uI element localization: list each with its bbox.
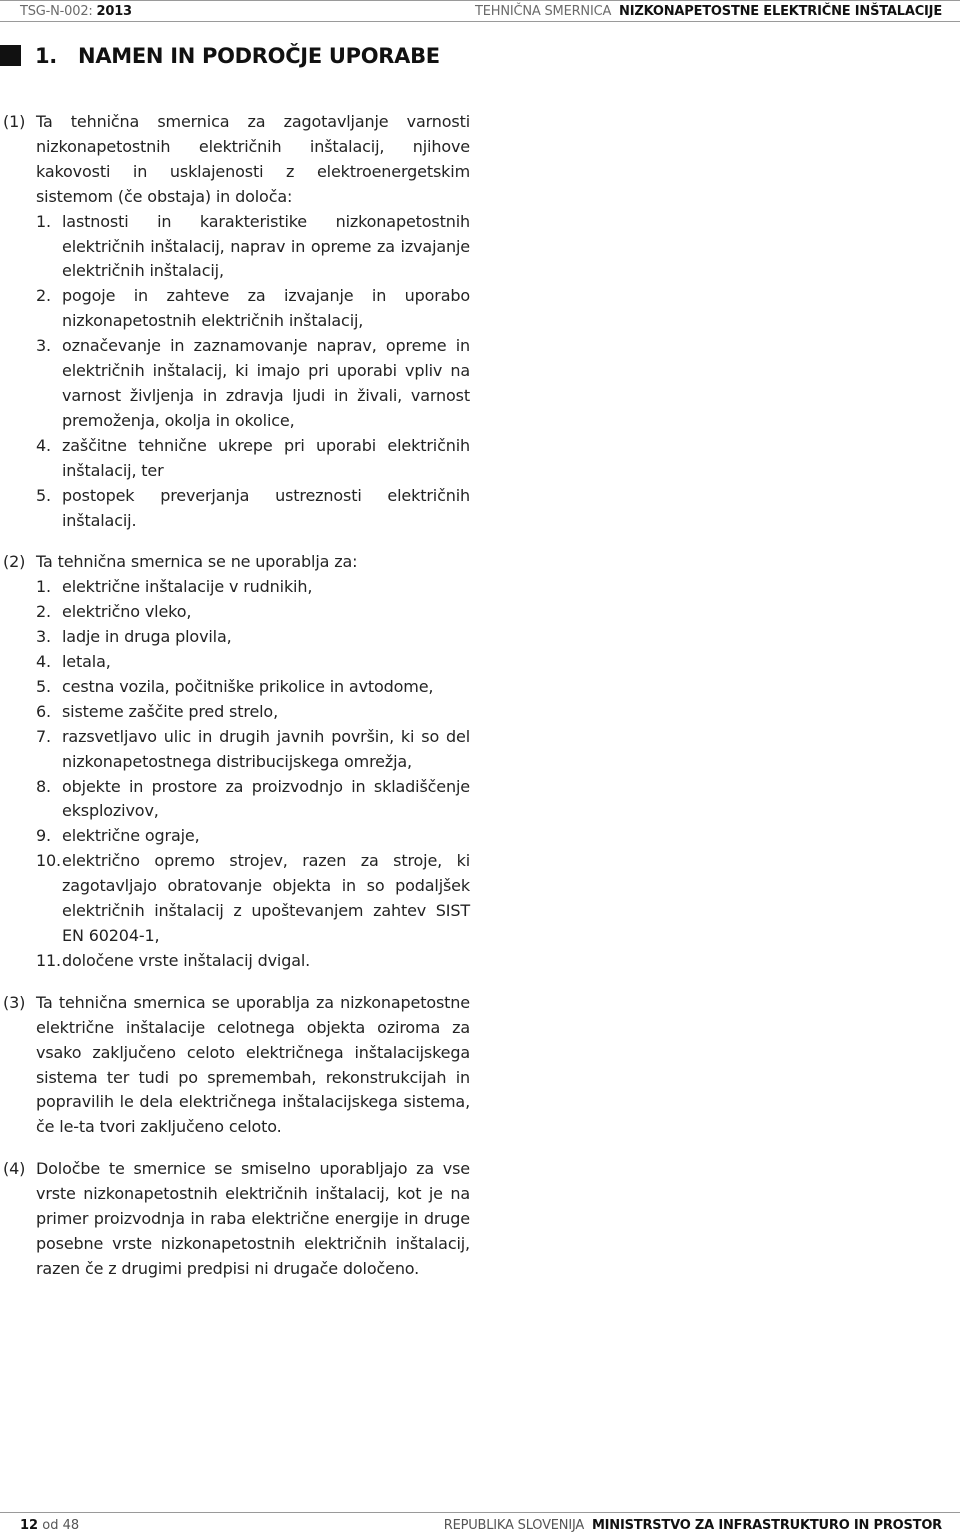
list-item-text: cestna vozila, počitniške prikolice in avtodome,: [62, 676, 434, 696]
list-item-text: električno opremo strojev, razen za stroje, ki zagotavljajo obratovanje objekta in so podaljšek električnih inštalacij z upoštevanjem zahtev SIST EN 60204-1,: [62, 851, 470, 945]
paragraph-number: (1): [3, 112, 26, 131]
page-number: 12 od 48: [20, 1518, 80, 1533]
paragraph-gap: [0, 1140, 470, 1157]
list-item: [36, 824, 470, 849]
footer-publisher: [444, 1513, 942, 1539]
paragraph: [0, 110, 470, 210]
list-item-text: električne inštalacije v rudnikih,: [62, 577, 313, 597]
paragraph-number: (3): [3, 992, 26, 1012]
list-item: [36, 675, 470, 700]
list-item: [36, 949, 470, 974]
list-item-text: ladje in druga plovila,: [62, 627, 232, 647]
list-item: [36, 575, 470, 600]
list-item: [36, 625, 470, 650]
list-item-number: 10.: [36, 851, 61, 871]
list-item: [36, 284, 470, 334]
list-item: [36, 725, 470, 775]
doc-title: NIZKONAPETOSTNE ELEKTRIČNE INŠTALACIJE: [619, 4, 942, 19]
paragraph-text: Določbe te smernice se smiselno uporabljajo za vse vrste nizkonapetostnih električnih inštalacij, kot je na primer proizvodnja in raba električne energije in druge posebne vrste nizkonapetostnih električnih inštalacij, razen če z drugimi predpisi ni drugače določeno.: [36, 1159, 470, 1278]
list-item-number: 11.: [36, 950, 61, 970]
list-item-number: 3.: [36, 336, 51, 356]
page-header: [0, 0, 960, 22]
list-item-text: postopek preverjanja ustreznosti električnih inštalacij.: [62, 485, 470, 530]
doc-heading: [475, 1, 942, 23]
list-item-text: pogoje in zahteve za izvajanje in uporabo nizkonapetostnih električnih inštalacij,: [62, 286, 470, 331]
paragraph: [0, 991, 470, 1140]
paragraph-text: Ta tehnična smernica se uporablja za nizkonapetostne električne inštalacije celotnega objekta oziroma za vsako zaključeno celoto električnega inštalacijskega sistema ter tudi po spremembah, rekonstrukcijah in popravilih le dela električnega inštalacijskega sistema, če le-ta tvori zaključeno celoto.: [36, 992, 470, 1137]
list-item: [36, 484, 470, 534]
paragraph-gap: [0, 533, 470, 550]
paragraph-number: (2): [3, 552, 26, 572]
list-item-number: 2.: [36, 602, 51, 622]
list-item-text: električne ograje,: [62, 826, 200, 846]
page-footer: [0, 1512, 960, 1533]
section-title: [0, 42, 600, 70]
list-item-number: 6.: [36, 701, 51, 721]
paragraph: [0, 1157, 470, 1282]
list-item-text: označevanje in zaznamovanje naprav, opreme in električnih inštalacij, ki imajo pri uporabi vpliv na varnost življenja in zdravja ljudi in živali, varnost premoženja, okolja in okolice,: [62, 336, 470, 430]
list-item: [36, 650, 470, 675]
list-item: [36, 210, 470, 285]
list-item: [36, 849, 470, 949]
list-item-number: 4.: [36, 435, 51, 455]
list-item-number: 5.: [36, 485, 51, 505]
footer-country: REPUBLIKA SLOVENIJA: [443, 1518, 585, 1533]
list-item-text: razsvetljavo ulic in drugih javnih površin, ki so del nizkonapetostnega distribucijskega omrežja,: [62, 726, 470, 771]
list-item-number: 7.: [36, 726, 51, 746]
section-number: 1.: [35, 44, 57, 68]
list-item-text: letala,: [62, 652, 111, 672]
section-title-text: NAMEN IN PODROČJE UPORABE: [78, 44, 440, 68]
section-bullet-icon: [0, 45, 21, 66]
doc-type: TEHNIČNA SMERNICA: [474, 4, 612, 19]
doc-code: TSG-N-002: 2013: [20, 4, 132, 19]
list-item-number: 8.: [36, 776, 51, 796]
list-item: [36, 434, 470, 484]
list-item: [36, 334, 470, 434]
list-item: [36, 700, 470, 725]
list-item-number: 9.: [36, 826, 51, 846]
list-item-text: lastnosti in karakteristike nizkonapetostnih električnih inštalacij, naprav in opreme za izvajanje električnih inštalacij,: [62, 211, 470, 281]
list-item-text: sisteme zaščite pred strelo,: [62, 701, 279, 721]
list-item-text: objekte in prostore za proizvodnjo in skladiščenje eksplozivov,: [62, 776, 470, 821]
list-item-number: 4.: [36, 652, 51, 672]
doc-year: 2013: [96, 4, 132, 19]
list-item-text: električno vleko,: [62, 602, 192, 622]
list-item-number: 1.: [36, 211, 51, 231]
list-item-number: 5.: [36, 676, 51, 696]
list-item-number: 3.: [36, 627, 51, 647]
paragraph-text: Ta tehnična smernica se ne uporablja za:: [36, 552, 358, 572]
paragraph: [0, 550, 470, 575]
list-item-text: zaščitne tehnične ukrepe pri uporabi električnih inštalacij, ter: [62, 435, 470, 480]
list-item-text: določene vrste inštalacij dvigal.: [62, 950, 311, 970]
paragraph-number: (4): [3, 1159, 26, 1179]
list-item-number: 2.: [36, 286, 51, 306]
list-item-number: 1.: [36, 577, 51, 597]
paragraph-text: Ta tehnična smernica za zagotavljanje varnosti nizkonapetostnih električnih inštalacij, njihove kakovosti in usklajenosti z elektroenergetskim sistemom (če obstaja) in določa:: [36, 112, 470, 206]
footer-ministry: MINISTRSTVO ZA INFRASTRUKTURO IN PROSTOR: [591, 1518, 942, 1533]
document-body: [0, 110, 470, 1282]
paragraph-gap: [0, 974, 470, 991]
list-item: [36, 600, 470, 625]
list-item: [36, 775, 470, 825]
